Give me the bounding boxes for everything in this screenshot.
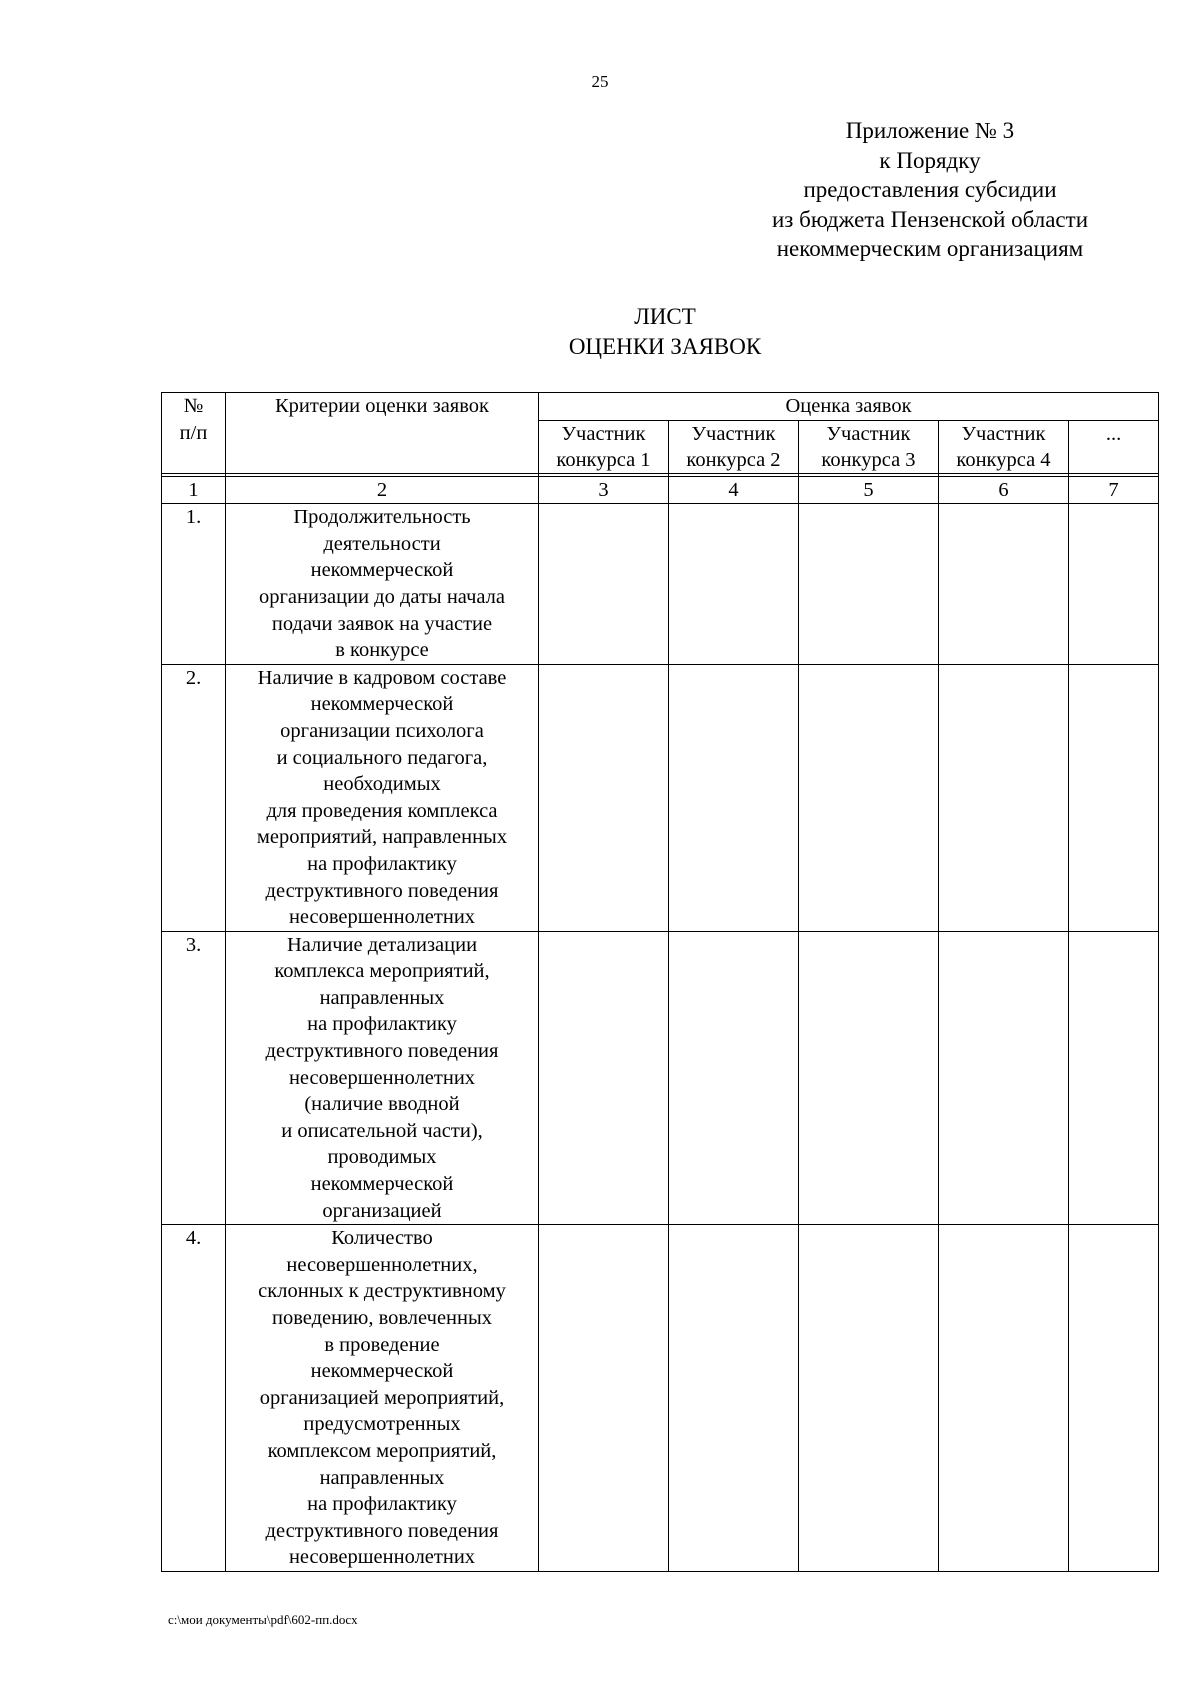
appendix-line: предоставления субсидии — [803, 177, 1057, 202]
criterion-text: Количество несовершеннолетних, склонных к деструктивному поведению, вовлеченных в проведение некоммерческой организацией мероприятий, предусмотренных комплексом мероприятий, направленных на профилактику деструктивного поведения несовершеннолетних — [226, 1225, 539, 1572]
column-number: 1 — [162, 476, 226, 504]
row-number: 3. — [162, 931, 226, 1225]
header-participant-4: Участник конкурса 4 — [939, 420, 1069, 473]
score-cell[interactable] — [799, 504, 939, 665]
score-cell[interactable] — [1069, 664, 1159, 931]
column-number: 6 — [939, 476, 1069, 504]
appendix-line: Приложение № 3 — [845, 118, 1015, 143]
criterion-text: Продолжительность деятельности некоммерческой организации до даты начала подачи заявок на участие в конкурсе — [226, 504, 539, 665]
score-cell[interactable] — [539, 931, 669, 1225]
score-cell[interactable] — [1069, 504, 1159, 665]
score-cell[interactable] — [1069, 1225, 1159, 1572]
title-line-2: ОЦЕНКИ ЗАЯВОК — [568, 334, 762, 359]
score-cell[interactable] — [669, 931, 799, 1225]
header-participant-2: Участник конкурса 2 — [669, 420, 799, 473]
column-number: 2 — [226, 476, 539, 504]
appendix-line: некоммерческим организациям — [776, 236, 1084, 261]
score-cell[interactable] — [939, 504, 1069, 665]
appendix-block — [690, 116, 1170, 264]
score-cell[interactable] — [799, 1225, 939, 1572]
file-path-footer: c:\мои документы\pdf\602-пп.docx — [168, 1612, 358, 1627]
document-title — [0, 302, 1200, 362]
appendix-line: из бюджета Пензенской области — [771, 206, 1089, 232]
score-cell[interactable] — [939, 664, 1069, 931]
criterion-text: Наличие детализации комплекса мероприятий, направленных на профилактику деструктивного поведения несовершеннолетних (наличие вводной и описательной части), проводимых некоммерческой организацией — [226, 931, 539, 1225]
title-line-1: ЛИСТ — [634, 304, 696, 329]
score-cell[interactable] — [539, 504, 669, 665]
table-row — [162, 664, 1159, 931]
header-evaluation: Оценка заявок — [539, 393, 1159, 421]
score-cell[interactable] — [1069, 931, 1159, 1225]
header-participant-more: ... — [1069, 420, 1159, 473]
score-cell[interactable] — [539, 1225, 669, 1572]
header-participant-3: Участник конкурса 3 — [799, 420, 939, 473]
score-cell[interactable] — [939, 931, 1069, 1225]
table-row — [162, 1225, 1159, 1572]
header-criteria: Критерии оценки заявок — [226, 393, 539, 474]
score-cell[interactable] — [799, 931, 939, 1225]
criterion-text: Наличие в кадровом составе некоммерческой организации психолога и социального педагога, необходимых для проведения комплекса мероприятий, направленных на профилактику деструктивного поведения несовершеннолетних — [226, 664, 539, 931]
score-cell[interactable] — [669, 664, 799, 931]
score-cell[interactable] — [539, 664, 669, 931]
column-number: 5 — [799, 476, 939, 504]
column-number: 4 — [669, 476, 799, 504]
table-row — [162, 931, 1159, 1225]
header-participant-1: Участник конкурса 1 — [539, 420, 669, 473]
column-numbers-row — [162, 476, 1159, 504]
header-num: № п/п — [162, 393, 226, 474]
score-cell[interactable] — [669, 504, 799, 665]
table-row — [162, 504, 1159, 665]
score-cell[interactable] — [799, 664, 939, 931]
row-number: 1. — [162, 504, 226, 665]
column-number: 3 — [539, 476, 669, 504]
appendix-line: к Порядку — [879, 147, 981, 173]
row-number: 4. — [162, 1225, 226, 1572]
score-cell[interactable] — [669, 1225, 799, 1572]
score-cell[interactable] — [939, 1225, 1069, 1572]
evaluation-table — [161, 392, 1159, 1572]
page-number: 25 — [591, 72, 609, 91]
column-number: 7 — [1069, 476, 1159, 504]
row-number: 2. — [162, 664, 226, 931]
